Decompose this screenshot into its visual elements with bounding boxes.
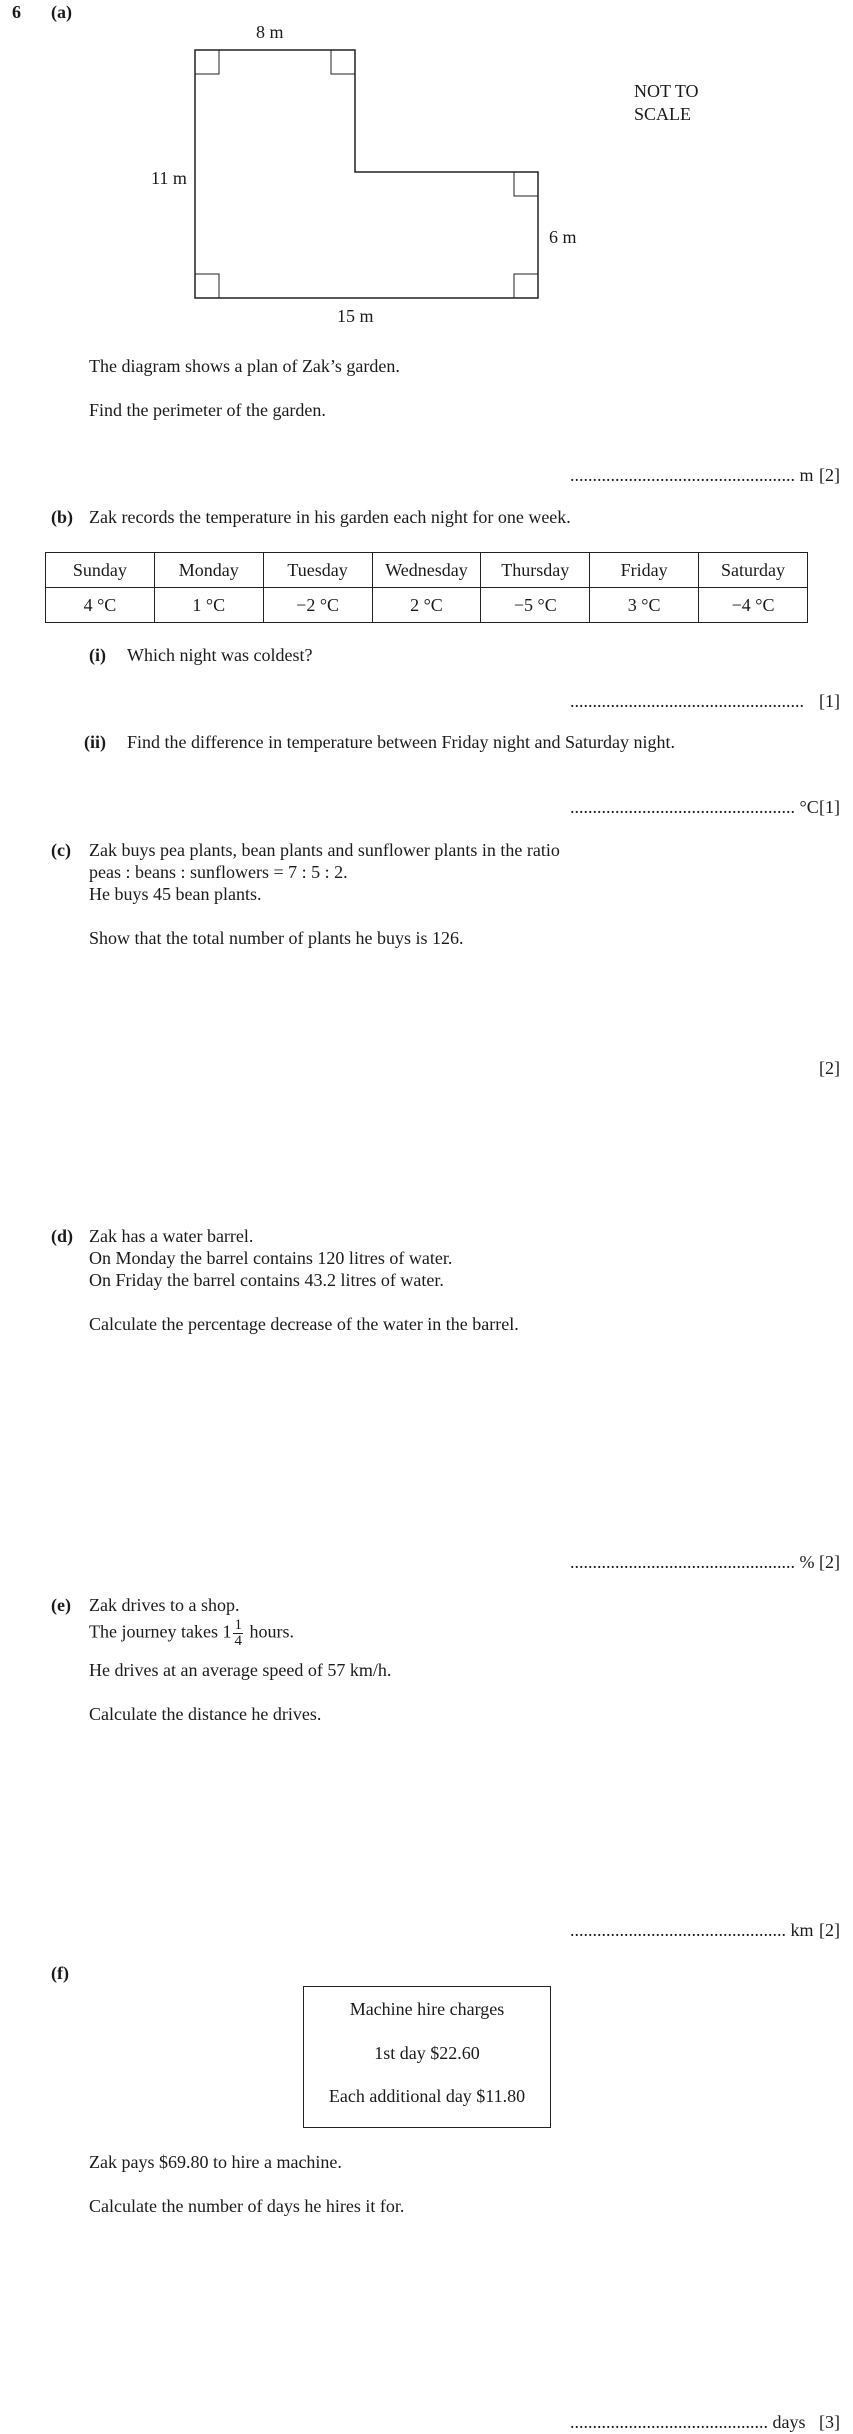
table-row-days — [46, 553, 808, 588]
temperature-cell: −4 °C — [699, 588, 808, 623]
part-f-label: (f) — [51, 1963, 69, 1983]
hire-box-additional-day: Each additional day $11.80 — [328, 2086, 526, 2106]
answer-dots: .................................................. — [570, 1552, 795, 1572]
right-length-label: 6 m — [549, 227, 577, 247]
part-f-line2: Calculate the number of days he hires it for. — [89, 2196, 405, 2216]
answer-unit: % — [799, 1552, 815, 1572]
journey-unit: hours. — [249, 1621, 294, 1642]
hire-charges-box — [303, 1986, 551, 2128]
day-cell: Sunday — [46, 553, 155, 588]
answer-unit: °C — [799, 797, 819, 817]
answer-dots: ............................................ — [570, 2412, 768, 2432]
part-c-label: (c) — [51, 840, 71, 860]
temperature-cell: −2 °C — [263, 588, 372, 623]
part-d-line3: On Friday the barrel contains 43.2 litres of water. — [89, 1270, 444, 1290]
part-b-ii-label: (ii) — [84, 732, 106, 752]
fraction-one-quarter — [233, 1618, 243, 1649]
right-angle-marker-top-right — [331, 50, 355, 74]
part-b-i-label: (i) — [89, 645, 106, 665]
temperature-cell: 1 °C — [154, 588, 263, 623]
part-e-answer-line[interactable] — [570, 1920, 814, 1942]
day-cell: Saturday — [699, 553, 808, 588]
part-b-text: Zak records the temperature in his garden each night for one week. — [89, 507, 571, 527]
part-e-line2 — [89, 1618, 294, 1649]
part-d-line2: On Monday the barrel contains 120 litres of water. — [89, 1248, 453, 1268]
part-b-i-answer-line[interactable] — [570, 691, 804, 713]
part-e-line4: Calculate the distance he drives. — [89, 1704, 322, 1724]
temperature-table — [45, 552, 808, 623]
right-angle-marker-bottom-left — [195, 274, 219, 298]
day-cell: Friday — [590, 553, 699, 588]
part-b-i-text: Which night was coldest? — [127, 645, 313, 665]
part-c-line3: He buys 45 bean plants. — [89, 884, 262, 904]
part-c-line2: peas : beans : sunflowers = 7 : 5 : 2. — [89, 862, 348, 882]
part-e-line1: Zak drives to a shop. — [89, 1595, 240, 1615]
table-row-temperatures — [46, 588, 808, 623]
scale-note-line1: NOT TO — [634, 81, 699, 101]
answer-dots: .................................................... — [570, 691, 804, 711]
answer-unit: days — [772, 2412, 806, 2432]
day-cell: Tuesday — [263, 553, 372, 588]
day-cell: Thursday — [481, 553, 590, 588]
part-b-ii-text: Find the difference in temperature between Friday night and Saturday night. — [127, 732, 676, 752]
answer-dots: .................................................. — [570, 797, 795, 817]
hire-box-first-day: 1st day $22.60 — [374, 2043, 480, 2063]
top-length-label: 8 m — [256, 22, 284, 42]
fraction-numerator: 1 — [234, 1617, 242, 1633]
part-e-marks: [2] — [819, 1920, 840, 1940]
day-cell: Monday — [154, 553, 263, 588]
fraction-denominator: 4 — [234, 1633, 242, 1649]
scale-note-line2: SCALE — [634, 104, 692, 124]
part-a-text1: The diagram shows a plan of Zak’s garden. — [89, 356, 400, 376]
part-a-answer-line[interactable] — [570, 465, 814, 487]
hire-box-title: Machine hire charges — [349, 1999, 505, 2019]
part-f-line1: Zak pays $69.80 to hire a machine. — [89, 2152, 342, 2172]
journey-text: The journey takes 1 — [89, 1621, 232, 1642]
part-e-line3: He drives at an average speed of 57 km/h. — [89, 1660, 392, 1680]
part-f-marks: [3] — [819, 2412, 840, 2432]
part-c-line4: Show that the total number of plants he buys is 126. — [89, 928, 464, 948]
part-c-marks: [2] — [819, 1058, 840, 1078]
right-angle-marker-top-left — [195, 50, 219, 74]
temperature-cell: 3 °C — [590, 588, 699, 623]
part-a-marks: [2] — [819, 465, 840, 485]
temperature-cell: −5 °C — [481, 588, 590, 623]
left-length-label: 11 m — [151, 168, 187, 188]
part-d-label: (d) — [51, 1226, 73, 1246]
garden-outline — [195, 50, 538, 298]
answer-dots: .................................................. — [570, 465, 795, 485]
temperature-cell: 4 °C — [46, 588, 155, 623]
part-a-text2: Find the perimeter of the garden. — [89, 400, 326, 420]
temperature-cell: 2 °C — [372, 588, 481, 623]
question-number: 6 — [12, 2, 21, 22]
part-c-line1: Zak buys pea plants, bean plants and sunflower plants in the ratio — [89, 840, 560, 860]
bottom-length-label: 15 m — [337, 306, 374, 326]
part-b-i-marks: [1] — [819, 691, 840, 711]
answer-dots: ................................................ — [570, 1920, 786, 1940]
part-a-label: (a) — [51, 2, 72, 22]
part-d-line4: Calculate the percentage decrease of the water in the barrel. — [89, 1314, 519, 1334]
right-angle-marker-bottom-right — [514, 274, 538, 298]
part-d-marks: [2] — [819, 1552, 840, 1572]
answer-unit: m — [799, 465, 814, 485]
part-b-label: (b) — [51, 507, 73, 527]
part-b-ii-answer-line[interactable] — [570, 797, 819, 819]
part-e-label: (e) — [51, 1595, 71, 1615]
answer-unit: km — [790, 1920, 814, 1940]
day-cell: Wednesday — [372, 553, 481, 588]
part-d-line1: Zak has a water barrel. — [89, 1226, 254, 1246]
right-angle-marker-step — [514, 172, 538, 196]
garden-plan-diagram — [0, 0, 853, 330]
part-d-answer-line[interactable] — [570, 1552, 815, 1574]
part-b-ii-marks: [1] — [819, 797, 840, 817]
part-f-answer-line[interactable] — [570, 2412, 806, 2434]
